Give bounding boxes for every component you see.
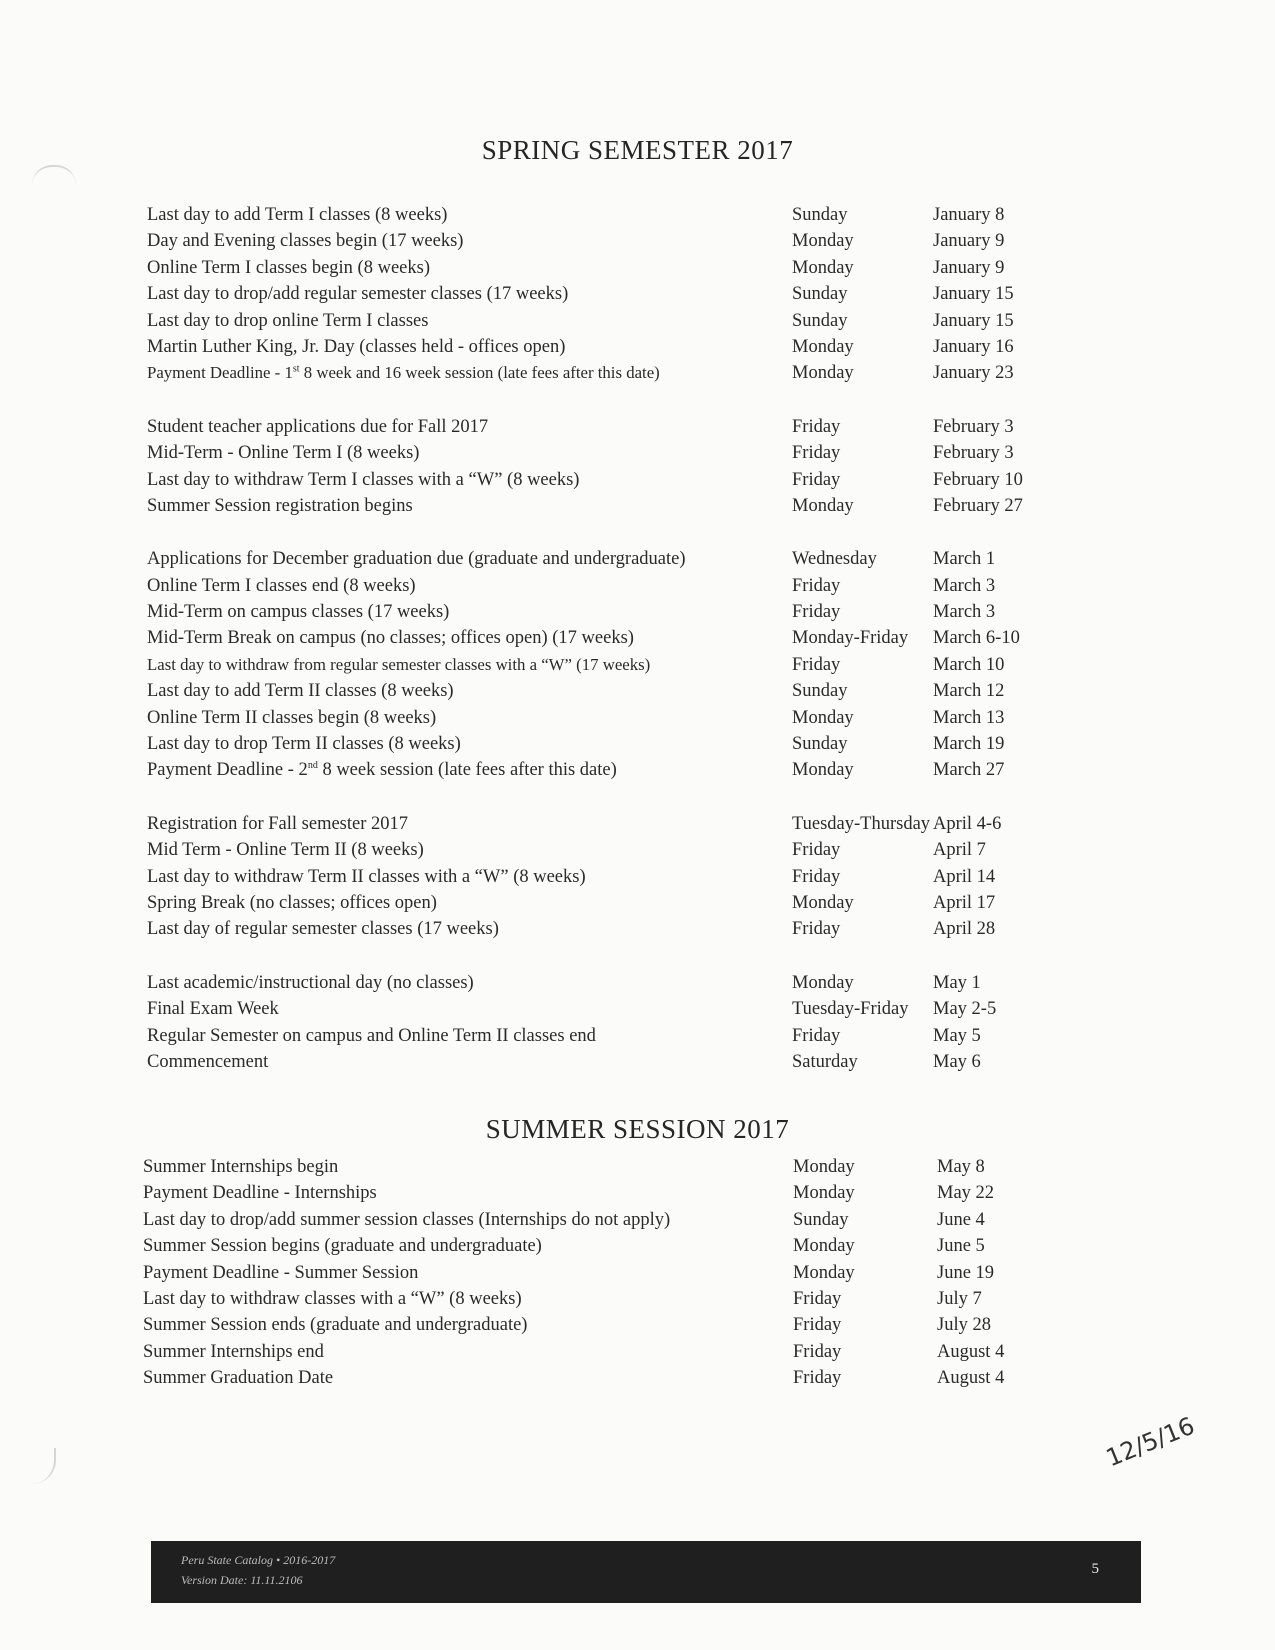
- event-description: Last day to withdraw Term I classes with a “W” (8 weeks): [147, 469, 580, 490]
- event-weekday: Monday: [793, 1157, 855, 1177]
- event-date: July 7: [937, 1288, 982, 1309]
- summer-session-heading: SUMMER SESSION 2017: [485, 1114, 790, 1144]
- calendar-row: [0, 1312, 1275, 1338]
- event-date: May 5: [933, 1025, 981, 1046]
- event-weekday: Monday: [793, 1183, 855, 1204]
- event-date: January 9: [933, 257, 1005, 278]
- event-date: January 16: [933, 336, 1014, 357]
- event-date: May 1: [933, 972, 981, 993]
- event-description: Day and Evening classes begin (17 weeks): [147, 231, 464, 252]
- event-date: August 4: [937, 1341, 1005, 1362]
- event-weekday: Monday: [793, 1262, 855, 1283]
- event-description: Last day to withdraw classes with a “W” (8 weeks): [143, 1288, 522, 1309]
- event-date: August 4: [937, 1368, 1005, 1389]
- event-description: Last day to drop Term II classes (8 weeks): [147, 734, 461, 755]
- event-date: January 9: [933, 231, 1005, 252]
- event-description: Martin Luther King, Jr. Day (classes held - offices open): [147, 336, 566, 357]
- event-description: Payment Deadline - Summer Session: [143, 1262, 419, 1283]
- event-description: Summer Session registration begins: [147, 495, 413, 516]
- event-description: Online Term II classes begin (8 weeks): [147, 707, 437, 728]
- event-weekday: Friday: [792, 469, 841, 490]
- event-weekday: Sunday: [792, 681, 848, 702]
- event-date: January 15: [933, 310, 1014, 331]
- event-date: April 28: [933, 919, 996, 940]
- calendar-row: [0, 414, 1275, 440]
- calendar-row: [0, 228, 1275, 254]
- calendar-row: [0, 678, 1275, 704]
- event-description: Last day to withdraw Term II classes with a “W” (8 weeks): [147, 866, 586, 887]
- calendar-row: [0, 255, 1275, 281]
- event-description: Last day to add Term I classes (8 weeks): [147, 205, 448, 225]
- event-description: Payment Deadline - 1st 8 week and 16 week session (late fees after this date): [147, 363, 660, 383]
- event-weekday: Friday: [792, 1025, 841, 1046]
- event-date: March 3: [933, 602, 996, 623]
- event-date: June 5: [937, 1236, 985, 1257]
- calendar-row: [0, 202, 1275, 228]
- event-description: Online Term I classes begin (8 weeks): [147, 257, 430, 278]
- event-weekday: Friday: [793, 1368, 842, 1389]
- calendar-row: [0, 308, 1275, 334]
- calendar-row: [0, 1154, 1275, 1180]
- event-date: April 4-6: [933, 813, 1002, 834]
- calendar-row: [0, 1207, 1275, 1233]
- event-weekday: Friday: [793, 1288, 842, 1309]
- event-date: June 19: [937, 1262, 995, 1283]
- event-date: April 7: [933, 840, 986, 861]
- event-date: March 12: [933, 681, 1005, 702]
- event-weekday: Monday: [792, 972, 854, 993]
- event-weekday: Monday: [792, 363, 854, 384]
- event-weekday: Friday: [792, 416, 841, 437]
- handwritten-date-note: 12/5/16: [1102, 1411, 1199, 1473]
- event-weekday: Friday: [792, 443, 841, 464]
- summer-schedule: [0, 1154, 1275, 1392]
- event-description: Online Term I classes end (8 weeks): [147, 575, 416, 596]
- calendar-row: [0, 440, 1275, 466]
- event-date: April 14: [933, 866, 996, 887]
- calendar-row: [0, 1049, 1275, 1075]
- calendar-row: [0, 1286, 1275, 1312]
- event-date: May 6: [933, 1051, 981, 1072]
- event-weekday: Monday: [792, 336, 854, 357]
- event-description: Spring Break (no classes; offices open): [147, 892, 437, 913]
- calendar-row: [0, 837, 1275, 863]
- event-description: Summer Internships begin: [143, 1157, 339, 1177]
- event-weekday: Monday: [792, 257, 854, 278]
- calendar-row: [0, 599, 1275, 625]
- event-weekday: Monday: [792, 495, 854, 516]
- calendar-row: [0, 1339, 1275, 1365]
- event-description: Last day to drop online Term I classes: [147, 310, 429, 331]
- event-weekday: Friday: [792, 575, 841, 596]
- event-description: Summer Session begins (graduate and undergraduate): [143, 1236, 542, 1257]
- calendar-row: [0, 970, 1275, 996]
- event-weekday: Sunday: [792, 310, 848, 331]
- calendar-row: [0, 731, 1275, 757]
- event-description: Commencement: [147, 1051, 269, 1072]
- event-date: March 27: [933, 760, 1005, 781]
- footer-catalog-title: Peru State Catalog • 2016-2017: [181, 1553, 336, 1567]
- calendar-row: [0, 1233, 1275, 1259]
- event-date: January 15: [933, 284, 1014, 305]
- event-date: April 17: [933, 892, 996, 913]
- event-description: Mid-Term - Online Term I (8 weeks): [147, 443, 420, 464]
- event-weekday: Monday-Friday: [792, 628, 909, 649]
- event-description: Final Exam Week: [147, 999, 279, 1020]
- event-date: January 23: [933, 363, 1014, 384]
- event-weekday: Sunday: [792, 284, 848, 305]
- event-description: Student teacher applications due for Fall 2017: [147, 416, 489, 437]
- calendar-row: [0, 757, 1275, 783]
- event-weekday: Monday: [792, 231, 854, 252]
- event-description: Last day to add Term II classes (8 weeks): [147, 681, 454, 702]
- event-description: Mid-Term on campus classes (17 weeks): [147, 602, 450, 623]
- calendar-row: [0, 864, 1275, 890]
- event-description: Payment Deadline - Internships: [143, 1183, 377, 1204]
- calendar-row: [0, 1260, 1275, 1286]
- event-date: May 8: [937, 1157, 985, 1177]
- event-date: February 10: [933, 469, 1023, 490]
- event-date: February 27: [933, 495, 1023, 516]
- event-date: March 19: [933, 734, 1005, 755]
- event-weekday: Friday: [792, 602, 841, 623]
- calendar-row: [0, 996, 1275, 1022]
- event-weekday: Saturday: [792, 1051, 858, 1072]
- calendar-row: [0, 1180, 1275, 1206]
- calendar-row: [0, 652, 1275, 678]
- event-date: July 28: [937, 1315, 991, 1336]
- spring-semester-heading: SPRING SEMESTER 2017: [481, 135, 794, 165]
- event-description: Payment Deadline - 2nd 8 week session (late fees after this date): [147, 760, 617, 781]
- event-description: Last day to drop/add regular semester classes (17 weeks): [147, 284, 569, 305]
- event-date: June 4: [937, 1209, 985, 1230]
- calendar-row: [0, 546, 1275, 572]
- scan-artifact: [32, 165, 76, 185]
- event-weekday: Tuesday-Thursday: [792, 813, 931, 834]
- event-weekday: Sunday: [792, 205, 848, 225]
- event-weekday: Friday: [792, 866, 841, 887]
- calendar-row: [0, 1365, 1275, 1391]
- event-description: Regular Semester on campus and Online Term II classes end: [147, 1025, 596, 1046]
- event-description: Summer Session ends (graduate and undergraduate): [143, 1315, 528, 1336]
- event-weekday: Sunday: [792, 734, 848, 755]
- event-description: Last day to withdraw from regular semester classes with a “W” (17 weeks): [147, 654, 651, 674]
- calendar-row: [0, 573, 1275, 599]
- event-date: January 8: [933, 205, 1005, 225]
- event-date: March 6-10: [933, 628, 1020, 649]
- event-weekday: Sunday: [793, 1209, 849, 1230]
- event-date: March 10: [933, 654, 1005, 675]
- event-description: Mid-Term Break on campus (no classes; offices open) (17 weeks): [147, 628, 634, 649]
- event-weekday: Monday: [793, 1236, 855, 1257]
- event-description: Last academic/instructional day (no classes): [147, 972, 474, 993]
- event-description: Summer Internships end: [143, 1341, 324, 1362]
- calendar-row: [0, 811, 1275, 837]
- event-weekday: Friday: [792, 840, 841, 861]
- event-description: Last day of regular semester classes (17 weeks): [147, 919, 499, 940]
- calendar-row: [0, 625, 1275, 651]
- event-weekday: Tuesday-Friday: [792, 999, 909, 1020]
- event-description: Summer Graduation Date: [143, 1368, 334, 1389]
- spring-schedule: [0, 202, 1275, 1075]
- event-date: March 13: [933, 707, 1005, 728]
- event-date: February 3: [933, 416, 1014, 437]
- event-weekday: Friday: [792, 919, 841, 940]
- calendar-row: [0, 281, 1275, 307]
- event-description: Registration for Fall semester 2017: [147, 813, 409, 834]
- event-description: Applications for December graduation due (graduate and undergraduate): [147, 549, 686, 570]
- event-date: February 3: [933, 443, 1014, 464]
- calendar-row: [0, 890, 1275, 916]
- scan-artifact: [32, 1448, 56, 1484]
- event-date: March 1: [933, 549, 996, 570]
- page-footer: [151, 1541, 1141, 1603]
- calendar-row: [0, 334, 1275, 360]
- event-weekday: Monday: [792, 760, 854, 781]
- event-description: Mid Term - Online Term II (8 weeks): [147, 840, 424, 861]
- event-date: May 2-5: [933, 999, 997, 1020]
- page-number: 5: [1091, 1561, 1099, 1577]
- event-weekday: Monday: [792, 892, 854, 913]
- calendar-row: [0, 705, 1275, 731]
- event-weekday: Friday: [793, 1341, 842, 1362]
- calendar-row: [0, 467, 1275, 493]
- event-description: Last day to drop/add summer session classes (Internships do not apply): [143, 1209, 671, 1230]
- calendar-row: [0, 360, 1275, 386]
- event-weekday: Monday: [792, 707, 854, 728]
- event-date: May 22: [937, 1183, 995, 1204]
- footer-version-date: Version Date: 11.11.2106: [181, 1573, 303, 1587]
- calendar-row: [0, 916, 1275, 942]
- event-weekday: Friday: [793, 1315, 842, 1336]
- calendar-row: [0, 493, 1275, 519]
- event-date: March 3: [933, 575, 996, 596]
- event-weekday: Friday: [792, 654, 841, 675]
- event-weekday: Wednesday: [792, 549, 877, 570]
- calendar-row: [0, 1023, 1275, 1049]
